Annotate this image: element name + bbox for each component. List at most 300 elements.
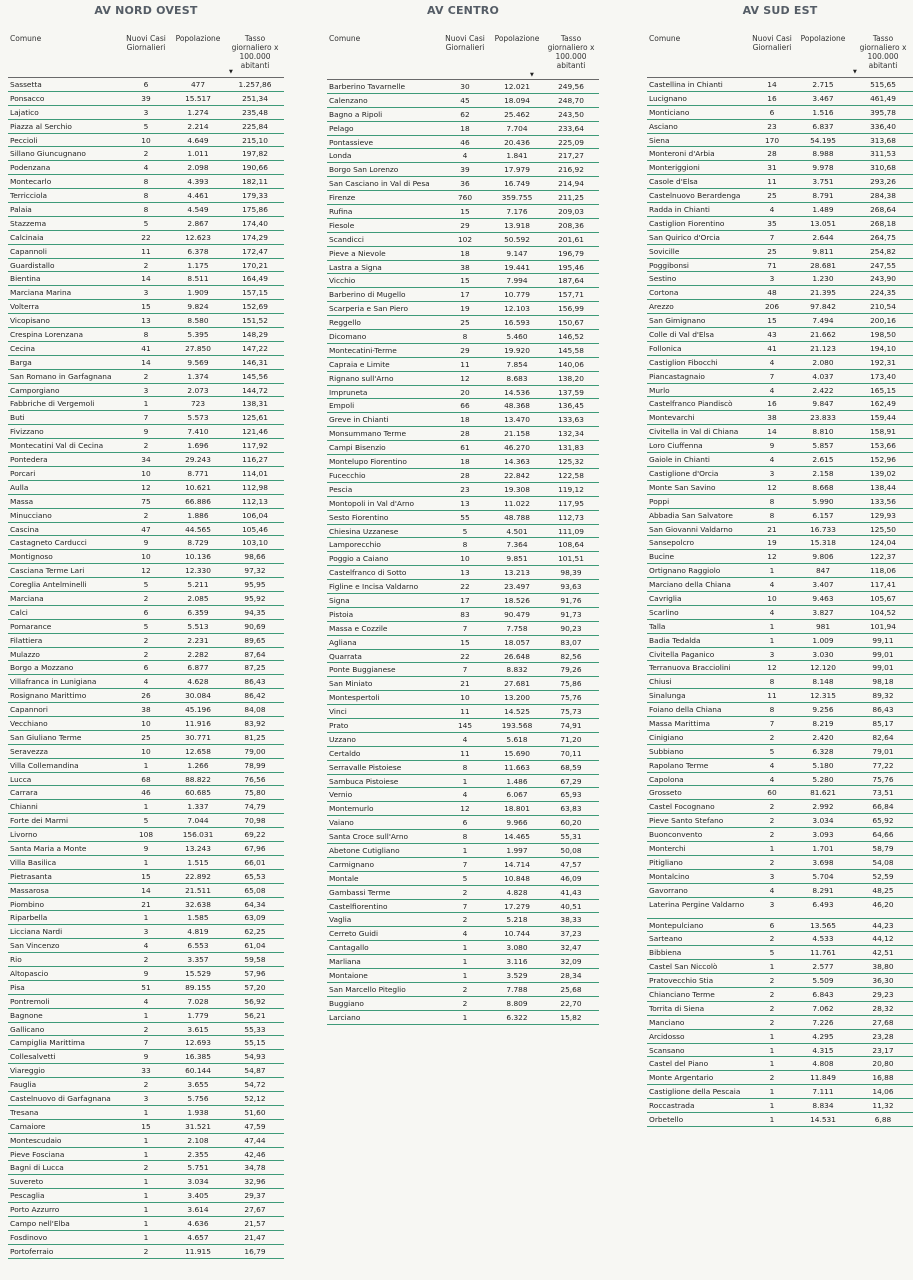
cell-tasso: 197,82: [242, 149, 268, 159]
table-row: [327, 469, 599, 483]
cell-comune: Castel del Piano: [649, 1059, 709, 1069]
cell-nuovi-casi: 2: [143, 149, 149, 159]
table-row: [327, 622, 599, 636]
cell-comune: Collesalvetti: [10, 1052, 56, 1062]
table-row: [647, 1071, 913, 1085]
cell-tasso: 129,93: [870, 510, 896, 520]
table-row: [647, 606, 913, 620]
cell-tasso: 71,20: [560, 734, 582, 744]
section-title: AV SUD EST: [742, 4, 818, 17]
cell-comune: Londa: [329, 151, 352, 161]
cell-nuovi-casi: 1: [769, 635, 775, 645]
cell-tasso: 79,01: [872, 746, 894, 756]
table-row: [327, 552, 599, 566]
cell-popolazione: 15.318: [810, 538, 836, 548]
cell-nuovi-casi: 1: [143, 1107, 149, 1117]
cell-comune: Montevarchi: [649, 413, 695, 423]
header-popolazione: Popolazione: [800, 34, 846, 43]
cell-popolazione: 4.649: [187, 135, 209, 145]
cell-comune: Pontedera: [10, 455, 48, 465]
table-row: [647, 661, 913, 675]
table-row: [327, 636, 599, 650]
cell-popolazione: 8.834: [812, 1101, 834, 1111]
cell-tasso: 103,10: [242, 538, 268, 548]
cell-comune: Stazzema: [10, 218, 47, 228]
cell-tasso: 173,40: [870, 371, 896, 381]
cell-tasso: 70,98: [244, 816, 266, 826]
table-row: [647, 703, 913, 717]
table-row: [8, 120, 284, 134]
cell-tasso: 52,59: [872, 871, 894, 881]
cell-comune: Villa Basilica: [10, 857, 57, 867]
cell-comune: Fucecchio: [329, 470, 366, 480]
cell-comune: Piancastagnaio: [649, 371, 705, 381]
cell-nuovi-casi: 4: [143, 996, 149, 1006]
cell-nuovi-casi: 83: [460, 609, 470, 619]
cell-comune: Colle di Val d'Elsa: [649, 330, 715, 340]
cell-nuovi-casi: 1: [143, 913, 149, 923]
table-row: [8, 550, 284, 564]
table-row: [327, 386, 599, 400]
cell-tasso: 87,64: [244, 649, 266, 659]
cell-nuovi-casi: 22: [460, 651, 470, 661]
cell-tasso: 131,83: [558, 443, 584, 453]
cell-comune: San Casciano in Val di Pesa: [329, 179, 430, 189]
table-row: [8, 995, 284, 1009]
cell-tasso: 63,83: [560, 804, 582, 814]
cell-comune: Montalcino: [649, 871, 690, 881]
cell-comune: Larciano: [329, 1012, 361, 1022]
table-row: [327, 122, 599, 136]
cell-nuovi-casi: 15: [460, 207, 470, 217]
table-row: [8, 495, 284, 509]
cell-comune: Bagni di Lucca: [10, 1163, 64, 1173]
table-row: [647, 564, 913, 578]
header-comune: Comune: [329, 34, 361, 43]
cell-nuovi-casi: 39: [460, 165, 470, 175]
cell-tasso: 133,56: [870, 496, 896, 506]
cell-tasso: 64,34: [244, 899, 266, 909]
cell-comune: Fivizzano: [10, 427, 44, 437]
cell-popolazione: 21.123: [810, 343, 836, 353]
cell-comune: Palaia: [10, 205, 32, 215]
cell-tasso: 164,49: [242, 274, 268, 284]
cell-popolazione: 12.623: [185, 232, 211, 242]
header-tasso[interactable]: Tasso giornaliero x 100.000 abitanti: [547, 34, 595, 70]
cell-popolazione: 156.031: [182, 830, 214, 840]
cell-comune: Montelupo Fiorentino: [329, 457, 407, 467]
cell-comune: Monteroni d'Arbia: [649, 149, 715, 159]
table-row: [327, 399, 599, 413]
cell-comune: Fiesole: [329, 220, 355, 230]
table-row: [647, 453, 913, 467]
cell-popolazione: 5.395: [187, 330, 209, 340]
table-row: [8, 425, 284, 439]
table-row: [327, 288, 599, 302]
table-row: [647, 592, 913, 606]
header-tasso[interactable]: Tasso giornaliero x 100.000 abitanti: [859, 34, 907, 70]
cell-tasso: 22,70: [560, 998, 582, 1008]
cell-tasso: 28,32: [872, 1003, 894, 1013]
cell-tasso: 170,21: [242, 260, 268, 270]
cell-tasso: 21,47: [244, 1232, 266, 1242]
table-row: [8, 467, 284, 481]
cell-tasso: 76,56: [244, 774, 266, 784]
cell-nuovi-casi: 1: [462, 1012, 468, 1022]
table-row: [647, 648, 913, 662]
cell-popolazione: 4.628: [187, 677, 209, 687]
cell-popolazione: 2.214: [187, 121, 209, 131]
cell-nuovi-casi: 1: [143, 1010, 149, 1020]
header-popolazione: Popolazione: [175, 34, 221, 43]
table-row: [8, 453, 284, 467]
cell-comune: San Marcello Piteglio: [329, 984, 406, 994]
table-row: [327, 302, 599, 316]
table-row: [327, 580, 599, 594]
table-row: [8, 689, 284, 703]
cell-comune: Pitigliano: [649, 857, 683, 867]
cell-tasso: 192,31: [870, 357, 896, 367]
table-row: [647, 161, 913, 175]
cell-popolazione: 8.729: [187, 538, 209, 548]
cell-comune: Monterchi: [649, 843, 686, 853]
cell-popolazione: 5.513: [187, 621, 209, 631]
table-row: [327, 830, 599, 844]
cell-comune: Coreglia Antelminelli: [10, 580, 87, 590]
cell-popolazione: 88.822: [185, 774, 211, 784]
cell-popolazione: 46.270: [504, 443, 530, 453]
cell-tasso: 138,20: [558, 373, 584, 383]
cell-nuovi-casi: 11: [767, 691, 777, 701]
cell-popolazione: 1.779: [187, 1010, 209, 1020]
table-header: [647, 34, 913, 74]
cell-comune: San Gimignano: [649, 316, 706, 326]
cell-popolazione: 4.315: [812, 1045, 834, 1055]
cell-tasso: 233,64: [558, 123, 584, 133]
cell-popolazione: 3.405: [187, 1191, 209, 1201]
cell-tasso: 235,48: [242, 107, 268, 117]
cell-comune: Sovicille: [649, 246, 680, 256]
table-row: [8, 314, 284, 328]
table-row: [8, 1106, 284, 1120]
cell-popolazione: 2.420: [812, 732, 834, 742]
cell-popolazione: 7.028: [187, 996, 209, 1006]
cell-nuovi-casi: 1: [143, 802, 149, 812]
table-row: [647, 78, 913, 92]
table-row: [327, 511, 599, 525]
cell-tasso: 75,76: [560, 693, 582, 703]
cell-popolazione: 4.037: [812, 371, 834, 381]
cell-popolazione: 60.685: [185, 788, 211, 798]
table-row: [647, 988, 913, 1002]
cell-popolazione: 13.213: [504, 568, 530, 578]
cell-tasso: 515,65: [870, 80, 896, 89]
cell-popolazione: 16.385: [185, 1052, 211, 1062]
cell-comune: Lamporecchio: [329, 540, 381, 550]
cell-popolazione: 14.714: [504, 859, 530, 869]
cell-popolazione: 2.992: [812, 802, 834, 812]
table-row: [327, 205, 599, 219]
cell-popolazione: 27.850: [185, 343, 211, 353]
cell-popolazione: 23.497: [504, 582, 530, 592]
cell-nuovi-casi: 9: [143, 969, 149, 978]
cell-comune: Suvereto: [10, 1177, 44, 1187]
table-row: [647, 856, 913, 870]
cell-nuovi-casi: 8: [462, 832, 468, 842]
cell-tasso: 58,79: [872, 843, 894, 853]
cell-popolazione: 6.493: [812, 899, 834, 909]
cell-nuovi-casi: 14: [141, 357, 151, 367]
cell-tasso: 217,27: [558, 151, 584, 161]
cell-nuovi-casi: 2: [143, 1246, 149, 1256]
cell-comune: Quarrata: [329, 651, 362, 661]
table-row: [647, 495, 913, 509]
cell-nuovi-casi: 10: [460, 554, 470, 564]
cell-comune: Borgo a Mozzano: [10, 663, 74, 673]
cell-comune: Uzzano: [329, 734, 356, 744]
cell-nuovi-casi: 4: [769, 580, 775, 590]
cell-popolazione: 32.638: [185, 899, 211, 909]
cell-tasso: 150,67: [558, 318, 584, 328]
table-row: [8, 1203, 284, 1217]
cell-tasso: 251,34: [242, 93, 268, 103]
cell-nuovi-casi: 7: [143, 1038, 149, 1048]
cell-comune: Civitella Paganico: [649, 649, 715, 659]
cell-tasso: 38,80: [872, 962, 894, 972]
cell-comune: Montespertoli: [329, 693, 380, 703]
cell-tasso: 47,59: [244, 1121, 266, 1131]
cell-comune: Poggibonsi: [649, 260, 689, 270]
cell-comune: Forte dei Marmi: [10, 816, 69, 826]
cell-comune: Montignoso: [10, 552, 53, 562]
cell-nuovi-casi: 4: [769, 357, 775, 367]
cell-popolazione: 4.819: [187, 927, 209, 937]
table-row: [8, 661, 284, 675]
cell-nuovi-casi: 4: [769, 885, 775, 895]
cell-tasso: 254,82: [870, 246, 896, 256]
table-row: [8, 342, 284, 356]
table-row: [8, 981, 284, 995]
table-row: [8, 578, 284, 592]
cell-popolazione: 3.698: [812, 857, 834, 867]
cell-comune: Casole d'Elsa: [649, 177, 698, 187]
cell-nuovi-casi: 12: [767, 663, 777, 673]
cell-nuovi-casi: 3: [143, 1094, 149, 1104]
table-row: [327, 802, 599, 816]
table-row: [647, 919, 913, 933]
cell-tasso: 139,02: [870, 468, 896, 478]
sort-descending-icon[interactable]: ▼: [229, 69, 233, 75]
cell-nuovi-casi: 2: [143, 955, 149, 965]
cell-tasso: 311,53: [870, 149, 896, 159]
cell-nuovi-casi: 2: [462, 984, 468, 994]
table-row: [327, 483, 599, 497]
cell-nuovi-casi: 43: [767, 330, 777, 340]
cell-popolazione: 22.842: [504, 470, 530, 480]
cell-nuovi-casi: 1: [143, 399, 149, 409]
cell-tasso: 264,75: [870, 232, 896, 242]
cell-tasso: 47,44: [244, 1135, 266, 1145]
cell-popolazione: 15.690: [504, 748, 530, 758]
header-tasso[interactable]: Tasso giornaliero x 100.000 abitanti: [231, 34, 279, 70]
cell-tasso: 32,47: [560, 943, 582, 953]
table-row: [647, 300, 913, 314]
cell-nuovi-casi: 10: [141, 552, 151, 562]
cell-nuovi-casi: 2: [769, 976, 775, 986]
table-row: [8, 856, 284, 870]
sort-descending-icon[interactable]: ▼: [530, 72, 534, 78]
cell-nuovi-casi: 2: [143, 1080, 149, 1090]
cell-popolazione: 3.357: [187, 955, 209, 965]
cell-popolazione: 20.436: [504, 137, 530, 147]
cell-nuovi-casi: 4: [462, 151, 468, 161]
cell-comune: Roccastrada: [649, 1101, 695, 1111]
cell-tasso: 27,67: [244, 1205, 266, 1215]
cell-tasso: 162,49: [870, 399, 896, 409]
cell-comune: Chianni: [10, 802, 38, 812]
cell-nuovi-casi: 1: [143, 1177, 149, 1187]
table-row: [327, 844, 599, 858]
cell-tasso: 6,88: [874, 1115, 892, 1125]
cell-nuovi-casi: 41: [767, 343, 777, 353]
cell-popolazione: 7.364: [506, 540, 528, 550]
table-row: [327, 983, 599, 997]
cell-nuovi-casi: 16: [767, 93, 777, 103]
cell-nuovi-casi: 11: [460, 707, 470, 717]
cell-nuovi-casi: 13: [141, 316, 151, 326]
cell-comune: Monticiano: [649, 107, 690, 117]
cell-comune: Agliana: [329, 637, 357, 647]
table-row: [8, 134, 284, 148]
cell-popolazione: 6.378: [187, 246, 209, 256]
cell-nuovi-casi: 62: [460, 109, 470, 119]
cell-popolazione: 54.195: [810, 135, 836, 145]
cell-comune: Figline e Incisa Valdarno: [329, 582, 419, 592]
cell-comune: Radda in Chianti: [649, 205, 710, 215]
cell-nuovi-casi: 8: [143, 191, 149, 201]
cell-popolazione: 5.857: [812, 441, 834, 451]
cell-tasso: 224,35: [870, 288, 896, 298]
cell-tasso: 41,43: [560, 887, 582, 897]
cell-tasso: 64,66: [872, 830, 894, 840]
cell-popolazione: 18.526: [504, 595, 530, 605]
cell-nuovi-casi: 3: [769, 649, 775, 659]
cell-tasso: 284,38: [870, 191, 896, 201]
cell-nuovi-casi: 5: [143, 580, 149, 590]
cell-tasso: 25,68: [560, 984, 582, 994]
cell-tasso: 20,80: [872, 1059, 894, 1069]
table-row: [647, 509, 913, 523]
cell-popolazione: 6.877: [187, 663, 209, 673]
cell-popolazione: 18.094: [504, 95, 530, 105]
table-row: [647, 800, 913, 814]
table-row: [327, 1011, 599, 1025]
table-row: [647, 175, 913, 189]
cell-tasso: 210,54: [870, 302, 896, 312]
cell-nuovi-casi: 5: [143, 816, 149, 826]
table-row: [647, 946, 913, 960]
cell-comune: Minucciano: [10, 510, 52, 520]
cell-nuovi-casi: 2: [769, 1017, 775, 1027]
cell-popolazione: 16.749: [504, 179, 530, 189]
cell-popolazione: 14.531: [810, 1115, 836, 1125]
cell-nuovi-casi: 1: [143, 1232, 149, 1242]
cell-nuovi-casi: 19: [460, 304, 470, 314]
cell-tasso: 112,73: [558, 512, 584, 522]
cell-comune: Castiglion Fibocchi: [649, 357, 718, 367]
cell-nuovi-casi: 20: [460, 387, 470, 397]
cell-popolazione: 9.147: [506, 248, 528, 258]
cell-comune: Camaiore: [10, 1121, 46, 1131]
cell-comune: Marliana: [329, 957, 361, 967]
cell-popolazione: 8.668: [812, 482, 834, 492]
table-row: [327, 497, 599, 511]
cell-popolazione: 9.966: [506, 818, 528, 828]
cell-popolazione: 14.465: [504, 832, 530, 842]
cell-tasso: 182,11: [242, 177, 268, 187]
table-row: [8, 259, 284, 273]
table-row: [8, 773, 284, 787]
cell-tasso: 42,46: [244, 1149, 266, 1159]
cell-nuovi-casi: 1: [462, 845, 468, 855]
cell-comune: Civitella in Val di Chiana: [649, 427, 739, 437]
table-row: [8, 328, 284, 342]
cell-tasso: 336,40: [870, 121, 896, 131]
cell-comune: Siena: [649, 135, 670, 145]
table-row: [647, 328, 913, 342]
cell-comune: Massa Marittima: [649, 718, 711, 728]
cell-popolazione: 9.569: [187, 357, 209, 367]
table-row: [647, 1030, 913, 1044]
cell-popolazione: 21.395: [810, 288, 836, 298]
table-row: [8, 92, 284, 106]
cell-popolazione: 1.337: [187, 802, 209, 812]
cell-tasso: 86,43: [244, 677, 266, 687]
cell-nuovi-casi: 5: [143, 621, 149, 631]
cell-tasso: 195,46: [558, 262, 584, 272]
cell-popolazione: 3.034: [187, 1177, 209, 1187]
cell-tasso: 106,04: [242, 510, 268, 520]
cell-popolazione: 11.663: [504, 762, 530, 772]
cell-tasso: 95,95: [244, 580, 266, 590]
cell-tasso: 152,96: [870, 455, 896, 465]
cell-comune: Gavorrano: [649, 885, 688, 895]
cell-popolazione: 1.486: [506, 776, 528, 786]
table-row: [647, 92, 913, 106]
cell-tasso: 157,71: [558, 290, 584, 300]
table-row: [647, 203, 913, 217]
cell-comune: Monte Argentario: [649, 1073, 714, 1083]
sort-descending-icon[interactable]: ▼: [853, 69, 857, 75]
cell-tasso: 94,35: [244, 607, 266, 617]
cell-comune: Porto Azzurro: [10, 1205, 60, 1215]
cell-nuovi-casi: 9: [143, 843, 149, 853]
cell-tasso: 117,92: [242, 441, 268, 451]
cell-comune: Aulla: [10, 482, 29, 492]
cell-tasso: 112,98: [242, 482, 268, 492]
cell-tasso: 55,33: [244, 1024, 266, 1034]
cell-tasso: 175,86: [242, 205, 268, 215]
cell-nuovi-casi: 28: [460, 470, 470, 480]
table-row: [8, 370, 284, 384]
cell-tasso: 137,59: [558, 387, 584, 397]
cell-tasso: 196,79: [558, 248, 584, 258]
cell-nuovi-casi: 1: [769, 566, 775, 576]
cell-nuovi-casi: 2: [143, 635, 149, 645]
cell-nuovi-casi: 2: [143, 649, 149, 659]
cell-comune: Bagnone: [10, 1010, 43, 1020]
table-row: [647, 411, 913, 425]
